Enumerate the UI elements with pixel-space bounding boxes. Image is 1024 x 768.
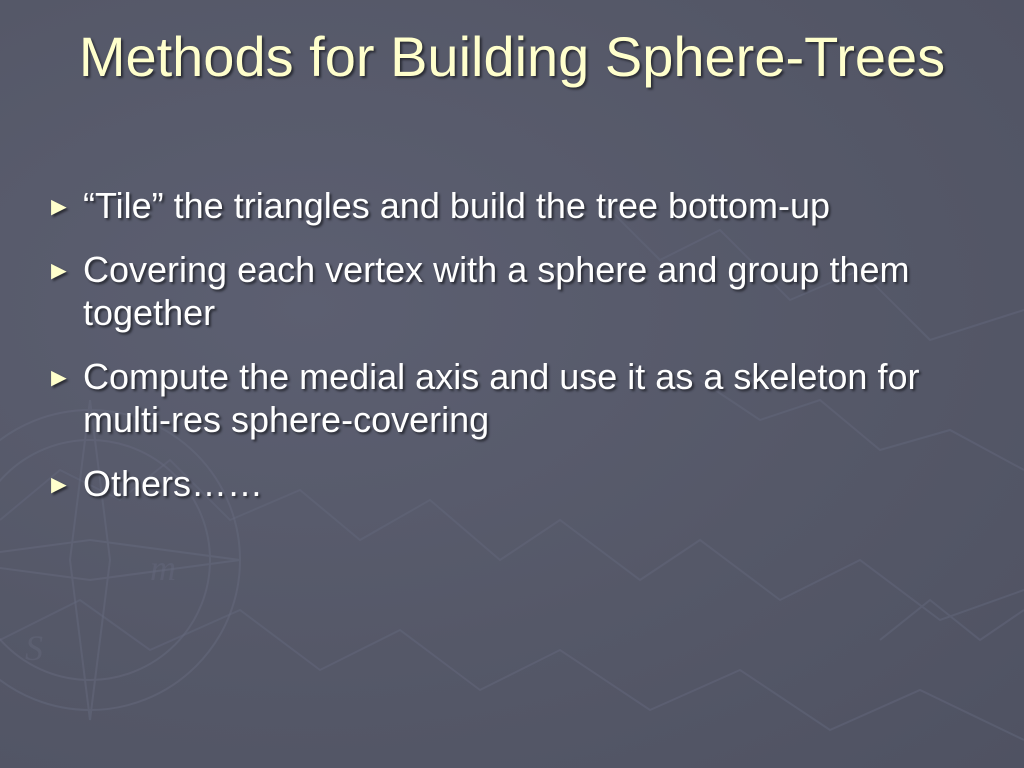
bullet-item — [46, 248, 976, 334]
bullet-text: Covering each vertex with a sphere and group them together — [83, 249, 910, 333]
bullet-item — [46, 355, 976, 441]
triangle-bullet-icon: ► — [46, 191, 72, 221]
triangle-bullet-icon: ► — [46, 255, 72, 285]
svg-text:m: m — [150, 548, 176, 588]
bullet-text: Others…… — [83, 463, 264, 504]
bullet-list — [46, 184, 976, 526]
bullet-item — [46, 184, 976, 227]
slide-title: Methods for Building Sphere-Trees — [78, 25, 946, 88]
bullet-item — [46, 462, 976, 505]
bullet-text: “Tile” the triangles and build the tree bottom-up — [83, 185, 831, 226]
triangle-bullet-icon: ► — [46, 469, 72, 499]
svg-text:S: S — [25, 628, 43, 668]
bullet-text: Compute the medial axis and use it as a skeleton for multi-res sphere-covering — [83, 356, 920, 440]
triangle-bullet-icon: ► — [46, 362, 72, 392]
